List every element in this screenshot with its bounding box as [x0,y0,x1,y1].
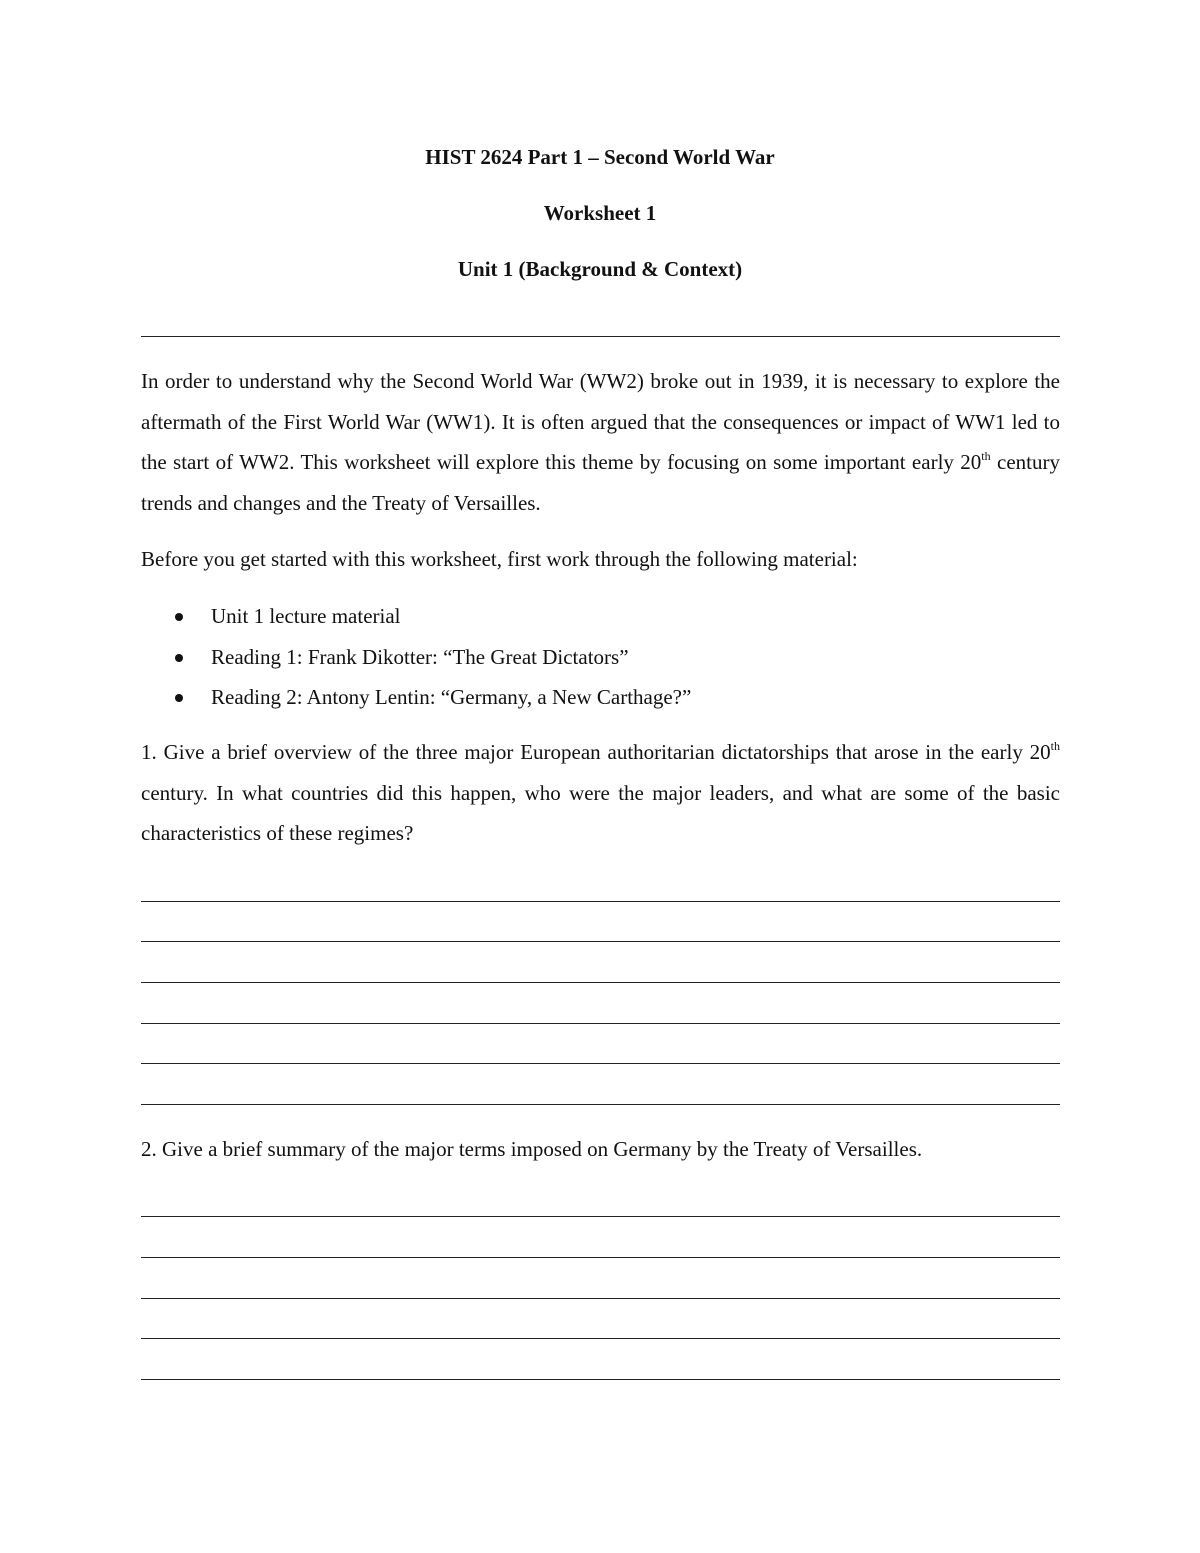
answer-line[interactable] [141,1023,1060,1024]
bullet-icon [175,654,183,662]
list-item-label: Reading 2: Antony Lentin: “Germany, a New Carthage?” [211,685,692,709]
unit-title: Unit 1 (Background & Context) [457,257,743,281]
answer-line[interactable] [141,1298,1060,1299]
answer-line[interactable] [141,901,1060,902]
list-item-label: Reading 1: Frank Dikotter: “The Great Dictators” [211,644,629,669]
list-item [141,596,1060,637]
answer-line[interactable] [141,982,1060,983]
header-divider [141,336,1060,337]
answer-line[interactable] [141,1063,1060,1064]
question-2 [141,1129,1060,1170]
question-text-part1: Give a brief overview of the three major European authoritarian dictatorships that arose in the early 20 [163,740,1051,764]
question-1 [141,732,1060,854]
materials-list [141,596,1060,718]
list-item [141,677,1060,718]
answer-line[interactable] [141,1379,1060,1380]
before-instruction: Before you get started with this worksheet, first work through the following material: [141,547,858,571]
course-title: HIST 2624 Part 1 – Second World War [425,145,775,169]
answer-line[interactable] [141,941,1060,942]
answer-line[interactable] [141,1104,1060,1105]
question-number: 2. [141,1137,157,1161]
intro-text-part2: century trends and changes and the Treaty of Versailles. [141,450,1060,515]
question-superscript: th [1050,739,1060,753]
list-item [141,637,1060,678]
intro-text-part1: In order to understand why the Second World War (WW2) broke out in 1939, it is necessary to explore the aftermath of the First World War (WW1). It is often argued that the consequences or impact of WW1 led to the start of WW2. This worksheet will explore this theme by focusing on some important early 20 [141,369,1060,474]
answer-line[interactable] [141,1216,1060,1217]
intro-paragraph [141,361,1060,523]
worksheet-title: Worksheet 1 [543,201,657,225]
question-number: 1. [141,740,157,764]
answer-line[interactable] [141,1257,1060,1258]
question-text-part2: century. In what countries did this happen, who were the major leaders, and what are some of the basic characteristics of these regimes? [141,780,1060,845]
bullet-icon [175,694,183,702]
question-text: Give a brief summary of the major terms imposed on Germany by the Treaty of Versailles. [162,1137,923,1161]
list-item-label: Unit 1 lecture material [211,604,401,628]
answer-line[interactable] [141,1338,1060,1339]
intro-superscript: th [981,449,991,463]
bullet-icon [175,613,183,621]
